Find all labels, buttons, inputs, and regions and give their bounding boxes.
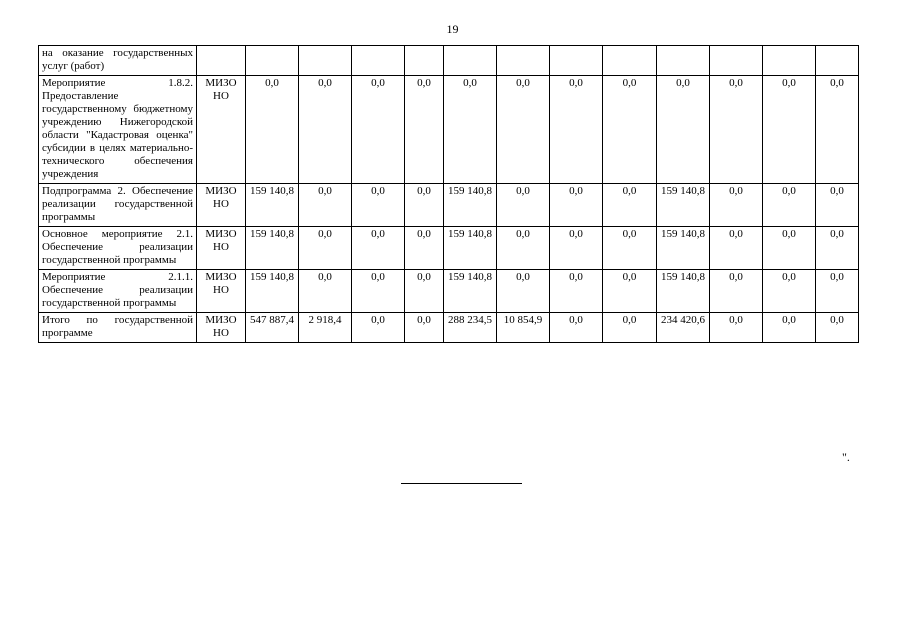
value-cell: 10 854,9	[497, 313, 550, 343]
value-cell: 0,0	[710, 184, 763, 227]
value-cell: 159 140,8	[246, 270, 299, 313]
value-cell: 0,0	[352, 227, 405, 270]
value-cell: 0,0	[405, 76, 444, 184]
value-cell: 0,0	[710, 270, 763, 313]
value-cell: 0,0	[299, 184, 352, 227]
value-cell: 0,0	[405, 313, 444, 343]
value-cell	[497, 46, 550, 76]
value-cell: 0,0	[710, 227, 763, 270]
value-cell: 0,0	[603, 270, 657, 313]
row-responsible-cell: МИЗО НО	[197, 270, 246, 313]
value-cell: 0,0	[352, 313, 405, 343]
table-row	[39, 270, 859, 313]
value-cell	[550, 46, 603, 76]
row-responsible-cell: МИЗО НО	[197, 184, 246, 227]
value-cell: 0,0	[603, 227, 657, 270]
budget-table	[38, 45, 859, 343]
value-cell	[405, 46, 444, 76]
value-cell: 0,0	[763, 76, 816, 184]
value-cell: 0,0	[352, 270, 405, 313]
value-cell: 0,0	[352, 184, 405, 227]
closing-quote: ".	[842, 450, 850, 464]
value-cell: 0,0	[550, 184, 603, 227]
value-cell: 159 140,8	[246, 184, 299, 227]
value-cell: 159 140,8	[246, 227, 299, 270]
row-responsible-cell: МИЗО НО	[197, 313, 246, 343]
row-name-cell: Подпрограмма 2. Обеспечение реализации государственной программы	[39, 184, 197, 227]
value-cell: 288 234,5	[444, 313, 497, 343]
value-cell: 159 140,8	[444, 184, 497, 227]
value-cell: 0,0	[497, 270, 550, 313]
table-row	[39, 46, 859, 76]
value-cell: 159 140,8	[657, 270, 710, 313]
value-cell: 0,0	[497, 184, 550, 227]
value-cell: 0,0	[763, 184, 816, 227]
value-cell: 0,0	[246, 76, 299, 184]
value-cell: 0,0	[816, 313, 859, 343]
value-cell	[763, 46, 816, 76]
table-body	[39, 46, 859, 343]
value-cell	[246, 46, 299, 76]
value-cell: 0,0	[763, 227, 816, 270]
row-name-cell: Итого по государственной программе	[39, 313, 197, 343]
footer-rule	[401, 483, 522, 484]
row-responsible-cell	[197, 46, 246, 76]
value-cell: 0,0	[763, 313, 816, 343]
page-number: 19	[446, 22, 459, 36]
value-cell: 0,0	[405, 184, 444, 227]
value-cell: 0,0	[405, 227, 444, 270]
row-name-cell: на оказание государственных услуг (работ)	[39, 46, 197, 76]
table-row	[39, 313, 859, 343]
value-cell: 0,0	[497, 227, 550, 270]
value-cell: 0,0	[299, 227, 352, 270]
value-cell: 0,0	[299, 270, 352, 313]
value-cell: 0,0	[763, 270, 816, 313]
value-cell: 0,0	[550, 227, 603, 270]
value-cell	[603, 46, 657, 76]
value-cell	[816, 46, 859, 76]
value-cell: 0,0	[352, 76, 405, 184]
value-cell: 0,0	[603, 184, 657, 227]
value-cell: 2 918,4	[299, 313, 352, 343]
row-responsible-cell: МИЗО НО	[197, 76, 246, 184]
value-cell: 234 420,6	[657, 313, 710, 343]
table-row	[39, 76, 859, 184]
value-cell: 0,0	[816, 184, 859, 227]
value-cell: 159 140,8	[657, 227, 710, 270]
value-cell: 0,0	[550, 270, 603, 313]
value-cell: 0,0	[816, 76, 859, 184]
value-cell	[444, 46, 497, 76]
value-cell	[710, 46, 763, 76]
value-cell: 0,0	[710, 313, 763, 343]
value-cell: 547 887,4	[246, 313, 299, 343]
row-name-cell: Мероприятие 1.8.2. Предоставление государственному бюджетному учреждению Нижегородской области "Кадастровая оценка" субсидии в целях материально-технического обеспечения учреждения	[39, 76, 197, 184]
value-cell: 0,0	[603, 313, 657, 343]
value-cell	[657, 46, 710, 76]
value-cell	[352, 46, 405, 76]
value-cell: 0,0	[710, 76, 763, 184]
value-cell: 0,0	[603, 76, 657, 184]
value-cell: 0,0	[444, 76, 497, 184]
value-cell	[299, 46, 352, 76]
value-cell: 0,0	[550, 313, 603, 343]
table-row	[39, 184, 859, 227]
value-cell: 0,0	[550, 76, 603, 184]
value-cell: 159 140,8	[444, 270, 497, 313]
row-name-cell: Мероприятие 2.1.1. Обеспечение реализации государственной программы	[39, 270, 197, 313]
value-cell: 0,0	[299, 76, 352, 184]
table-row	[39, 227, 859, 270]
value-cell: 159 140,8	[444, 227, 497, 270]
value-cell: 159 140,8	[657, 184, 710, 227]
value-cell: 0,0	[497, 76, 550, 184]
value-cell: 0,0	[816, 270, 859, 313]
row-name-cell: Основное мероприятие 2.1. Обеспечение реализации государственной программы	[39, 227, 197, 270]
value-cell: 0,0	[657, 76, 710, 184]
value-cell: 0,0	[405, 270, 444, 313]
value-cell: 0,0	[816, 227, 859, 270]
row-responsible-cell: МИЗО НО	[197, 227, 246, 270]
